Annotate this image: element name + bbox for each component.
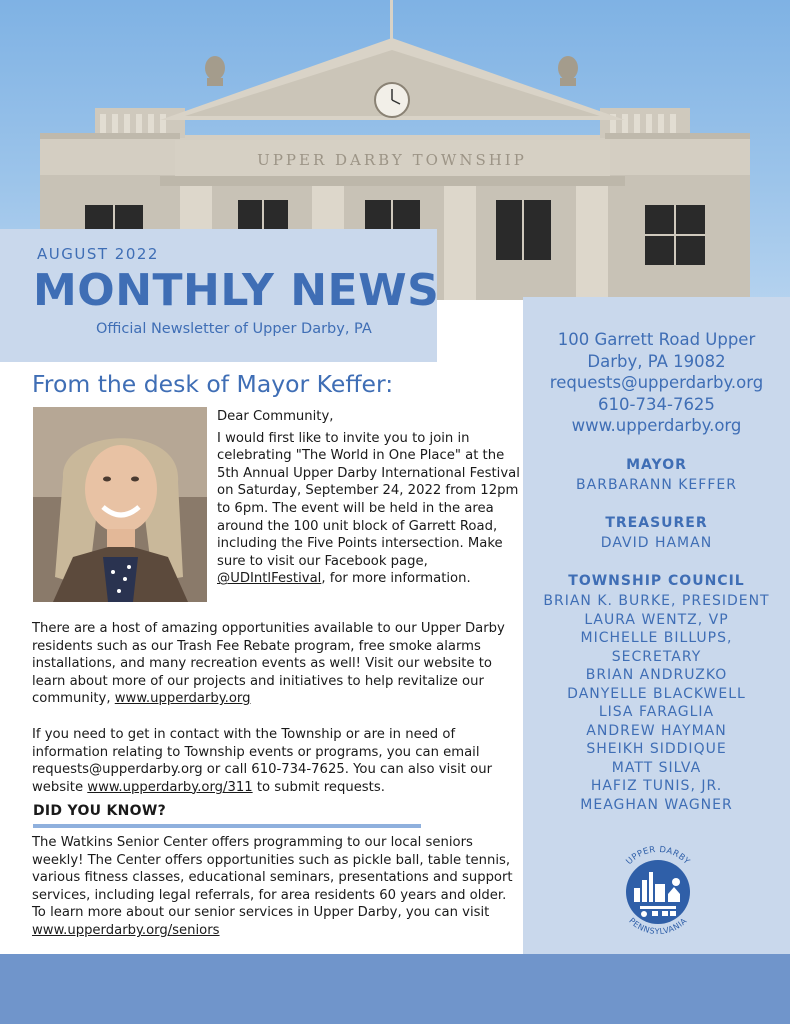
did-you-know-heading: DID YOU KNOW? [33,803,167,819]
mayor-portrait-illustration [33,407,207,602]
mayor-portrait-photo [33,407,207,602]
council-member: BRIAN K. BURKE, PRESIDENT [543,593,770,609]
sidebar-panel [523,297,790,954]
section-divider [33,824,421,828]
council-member: HAFIZ TUNIS, JR. [590,778,723,794]
treasurer-name: DAVID HAMAN [600,535,713,551]
council-member: BRIAN ANDRUZKO [585,667,728,683]
address-line-1: 100 Garrett Road Upper [557,330,756,349]
footer-band [0,954,790,1024]
opportunities-paragraph: There are a host of amazing opportunities available to our Upper Darby residents such as our Trash Fee Rebate program, free smoke alarms installations, and many recreation events as well! Visit our website to learn about more of our projects and initiatives to help revitalize our community, www.upperdarby.org [32,621,505,707]
mayor-name: BARBARANN KEFFER [576,477,737,493]
building-inscription: UPPER DARBY TOWNSHIP [257,151,527,169]
council-member: LAURA WENTZ, VP [584,611,729,628]
township-seal-logo [610,832,706,942]
newsletter-subtitle: Official Newsletter of Upper Darby, PA [96,321,372,337]
council-member: DANYELLE BLACKWELL [567,685,746,702]
letter-greeting: Dear Community, [217,409,334,424]
mayor-label: MAYOR [626,457,687,473]
contact-block [523,329,790,437]
contact-paragraph: If you need to get in contact with the Township or are in need of information relating to Township events or programs, you can email requests@upperdarby.org or call 610-734-7625. You can also visit our website www.upperdarby.org/311 to submit requests. [32,727,493,795]
contact-website[interactable]: www.upperdarby.org [571,416,742,435]
website-link[interactable]: www.upperdarby.org [114,691,251,707]
council-member: SECRETARY [611,648,702,665]
contact-phone: 610-734-7625 [598,394,715,414]
seniors-link[interactable]: www.upperdarby.org/seniors [32,922,220,938]
letter-paragraph: I would first like to invite you to join in celebrating "The World in One Place" at the 5th Annual Upper Darby International Festival on Saturday, September 24, 2022 from 12pm to 6pm. The event will be held in the area around the 100 unit block of Garrett Road, including the Five Points intersection. Make sure to visit our Facebook page, @UDIntlFestival, for more information. [217,430,520,587]
council-label: TOWNSHIP COUNCIL [568,573,745,589]
senior-center-paragraph: The Watkins Senior Center offers programming to our local seniors weekly! The Center offers opportunities such as pickle ball, table tennis, various fitness classes, educational seminars, presentations and support services, including legal referrals, for area residents 60 years and older. To learn more about our senior services in Upper Darby, you can visit www.upperdarby.org/seniors [32,835,513,938]
newsletter-title: MONTHLY NEWS [33,265,440,316]
svg-text:PENNSYLVANIA: PENNSYLVANIA [627,916,689,937]
svg-text:UPPER DARBY: UPPER DARBY [624,844,692,868]
mayor-letter [217,408,522,588]
council-member: ANDREW HAYMAN [586,722,727,739]
council-member: MEAGHAN WAGNER [580,796,733,813]
address-line-2: Darby, PA 19082 [587,351,726,371]
council-member: SHEIKH SIDDIQUE [586,741,727,757]
treasurer-label: TREASURER [605,515,708,531]
council-member: MICHELLE BILLUPS, [580,630,733,646]
council-member: LISA FARAGLIA [598,704,715,720]
issue-date: AUGUST 2022 [37,245,159,263]
facebook-page-link[interactable]: @UDIntlFestival [217,571,322,587]
article-heading: From the desk of Mayor Keffer: [32,370,394,398]
masthead [0,229,440,362]
council-member-list [523,592,790,814]
council-member: MATT SILVA [611,759,702,776]
contact-email[interactable]: requests@upperdarby.org [549,373,764,392]
requests-311-link[interactable]: www.upperdarby.org/311 [87,779,253,795]
